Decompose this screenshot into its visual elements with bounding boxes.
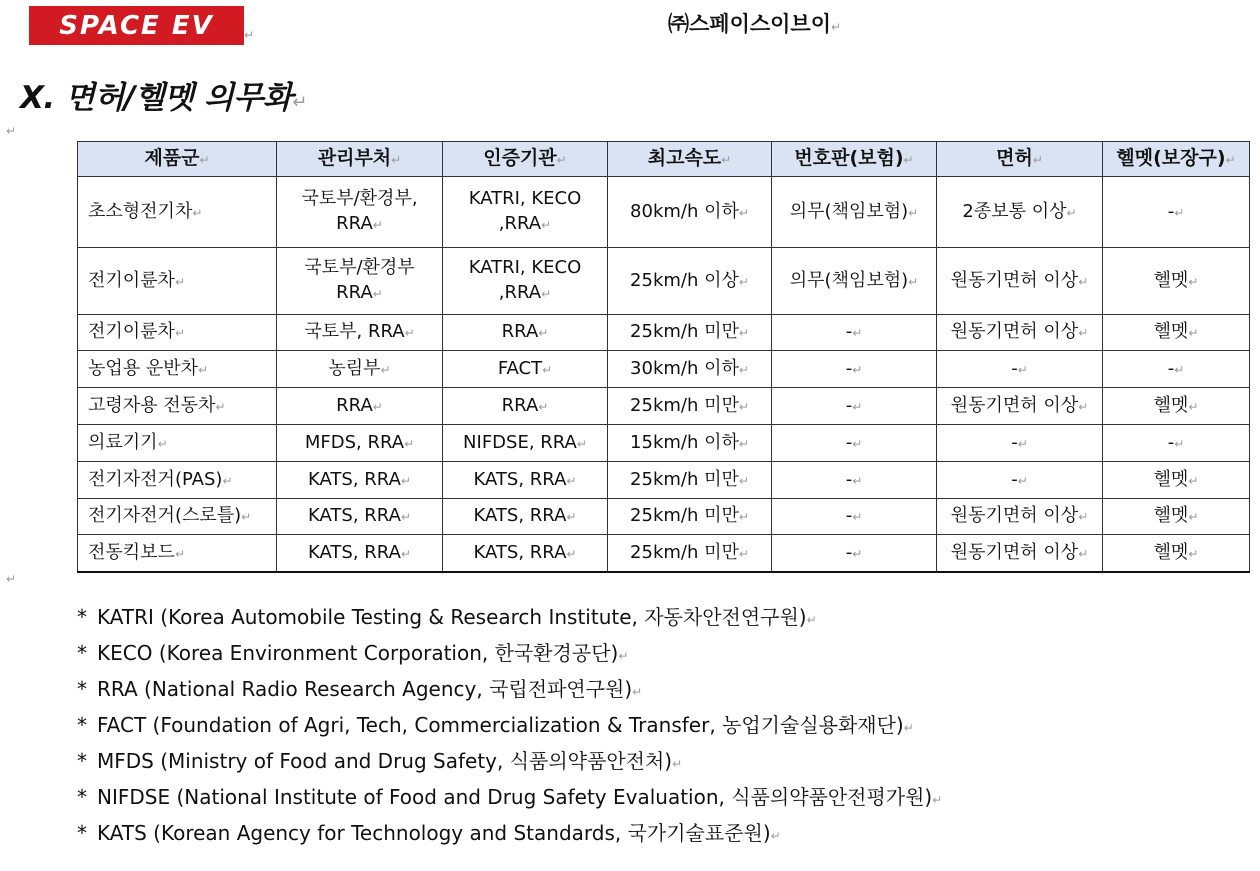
footnote-item: * NIFDSE (National Institute of Food and Drug Safety Evaluation, 식품의약품안전평가원)↵: [77, 785, 943, 809]
logo-text: SPACE EV: [59, 10, 214, 41]
table-cell: KATS, RRA↵: [443, 535, 608, 573]
table-cell: -↵: [772, 351, 937, 388]
table-cell: 헬멧↵: [1103, 248, 1250, 315]
table-cell: 헬멧↵: [1103, 535, 1250, 573]
table-cell: 전기이륜차↵: [78, 315, 277, 351]
table-row: [78, 462, 1250, 499]
table-row: [78, 388, 1250, 425]
table-cell: RRA↵: [443, 388, 608, 425]
table-cell: 농림부↵: [277, 351, 443, 388]
table-cell: KATS, RRA↵: [277, 499, 443, 535]
table-cell: 전기이륜차↵: [78, 248, 277, 315]
table-cell: 15km/h 이하↵: [608, 425, 772, 462]
table-cell: 원동기면허 이상↵: [937, 499, 1103, 535]
table-cell: KATRI, KECO ,RRA↵: [443, 177, 608, 248]
table-cell: RRA↵: [277, 388, 443, 425]
table-cell: 농업용 운반차↵: [78, 351, 277, 388]
footnote-item: * KATS (Korean Agency for Technology and Standards, 국가기술표준원)↵: [77, 821, 781, 845]
table-cell: 헬멧↵: [1103, 388, 1250, 425]
table-header-row: [78, 142, 1250, 177]
table-cell: 의무(책임보험)↵: [772, 177, 937, 248]
paragraph-mark-icon: ↵: [6, 572, 17, 586]
table-cell: KATS, RRA↵: [443, 499, 608, 535]
table-cell: -↵: [772, 535, 937, 573]
table-cell: 원동기면허 이상↵: [937, 248, 1103, 315]
table-cell: 의무(책임보험)↵: [772, 248, 937, 315]
table-cell: -↵: [937, 462, 1103, 499]
column-header: 헬멧(보장구)↵: [1103, 142, 1250, 177]
table-cell: 헬멧↵: [1103, 462, 1250, 499]
table-cell: -↵: [772, 462, 937, 499]
table-row: [78, 425, 1250, 462]
table-row: [78, 248, 1250, 315]
table-cell: 25km/h 미만↵: [608, 535, 772, 573]
table-cell: 국토부/환경부 RRA↵: [277, 248, 443, 315]
footnote-item: * RRA (National Radio Research Agency, 국립전파연구원)↵: [77, 677, 643, 701]
column-header: 제품군↵: [78, 142, 277, 177]
table-cell: KATS, RRA↵: [277, 462, 443, 499]
column-header: 인증기관↵: [443, 142, 608, 177]
table-cell: RRA↵: [443, 315, 608, 351]
table-cell: KATRI, KECO ,RRA↵: [443, 248, 608, 315]
table-cell: 고령자용 전동차↵: [78, 388, 277, 425]
table-cell: -↵: [772, 388, 937, 425]
table-cell: 헬멧↵: [1103, 315, 1250, 351]
footnote-item: * KECO (Korea Environment Corporation, 한국환경공단)↵: [77, 641, 629, 665]
table-cell: 25km/h 미만↵: [608, 499, 772, 535]
company-name: ㈜스페이스이브이↵: [668, 12, 842, 36]
table-cell: 30km/h 이하↵: [608, 351, 772, 388]
table-cell: 원동기면허 이상↵: [937, 535, 1103, 573]
logo: [29, 6, 244, 45]
table-cell: 25km/h 미만↵: [608, 388, 772, 425]
table-cell: 2종보통 이상↵: [937, 177, 1103, 248]
table-cell: 25km/h 미만↵: [608, 315, 772, 351]
regulation-table: [77, 141, 1250, 573]
table-cell: 의료기기↵: [78, 425, 277, 462]
table-row: [78, 177, 1250, 248]
table-cell: 80km/h 이하↵: [608, 177, 772, 248]
table-cell: KATS, RRA↵: [277, 535, 443, 573]
section-title: X. 면허/헬멧 의무화↵: [20, 80, 307, 116]
column-header: 면허↵: [937, 142, 1103, 177]
table-row: [78, 535, 1250, 573]
footnote-item: * FACT (Foundation of Agri, Tech, Commercialization & Transfer, 농업기술실용화재단)↵: [77, 713, 914, 737]
column-header: 번호판(보험)↵: [772, 142, 937, 177]
table-cell: -↵: [1103, 177, 1250, 248]
table-cell: -↵: [1103, 425, 1250, 462]
table-cell: 전기자전거(PAS)↵: [78, 462, 277, 499]
table-cell: 25km/h 미만↵: [608, 462, 772, 499]
table-cell: 헬멧↵: [1103, 499, 1250, 535]
table-row: [78, 499, 1250, 535]
table-cell: -↵: [772, 315, 937, 351]
table-cell: -↵: [772, 499, 937, 535]
table-cell: -↵: [1103, 351, 1250, 388]
column-header: 최고속도↵: [608, 142, 772, 177]
paragraph-mark-icon: ↵: [6, 124, 17, 138]
footnote-list: [77, 600, 942, 852]
table-cell: 원동기면허 이상↵: [937, 388, 1103, 425]
table-row: [78, 315, 1250, 351]
table-cell: 국토부/환경부, RRA↵: [277, 177, 443, 248]
table-cell: 초소형전기차↵: [78, 177, 277, 248]
table-cell: FACT↵: [443, 351, 608, 388]
table-cell: -↵: [772, 425, 937, 462]
table-cell: 원동기면허 이상↵: [937, 315, 1103, 351]
table-cell: MFDS, RRA↵: [277, 425, 443, 462]
column-header: 관리부처↵: [277, 142, 443, 177]
table-cell: KATS, RRA↵: [443, 462, 608, 499]
footnote-item: * MFDS (Ministry of Food and Drug Safety, 식품의약품안전처)↵: [77, 749, 683, 773]
table-cell: 25km/h 이상↵: [608, 248, 772, 315]
table-row: [78, 351, 1250, 388]
table-cell: 전동킥보드↵: [78, 535, 277, 573]
paragraph-mark-icon: ↵: [244, 28, 255, 42]
table-cell: NIFDSE, RRA↵: [443, 425, 608, 462]
table-cell: -↵: [937, 425, 1103, 462]
table-cell: 국토부, RRA↵: [277, 315, 443, 351]
table-cell: -↵: [937, 351, 1103, 388]
table-cell: 전기자전거(스로틀)↵: [78, 499, 277, 535]
footnote-item: * KATRI (Korea Automobile Testing & Research Institute, 자동차안전연구원)↵: [77, 605, 817, 629]
